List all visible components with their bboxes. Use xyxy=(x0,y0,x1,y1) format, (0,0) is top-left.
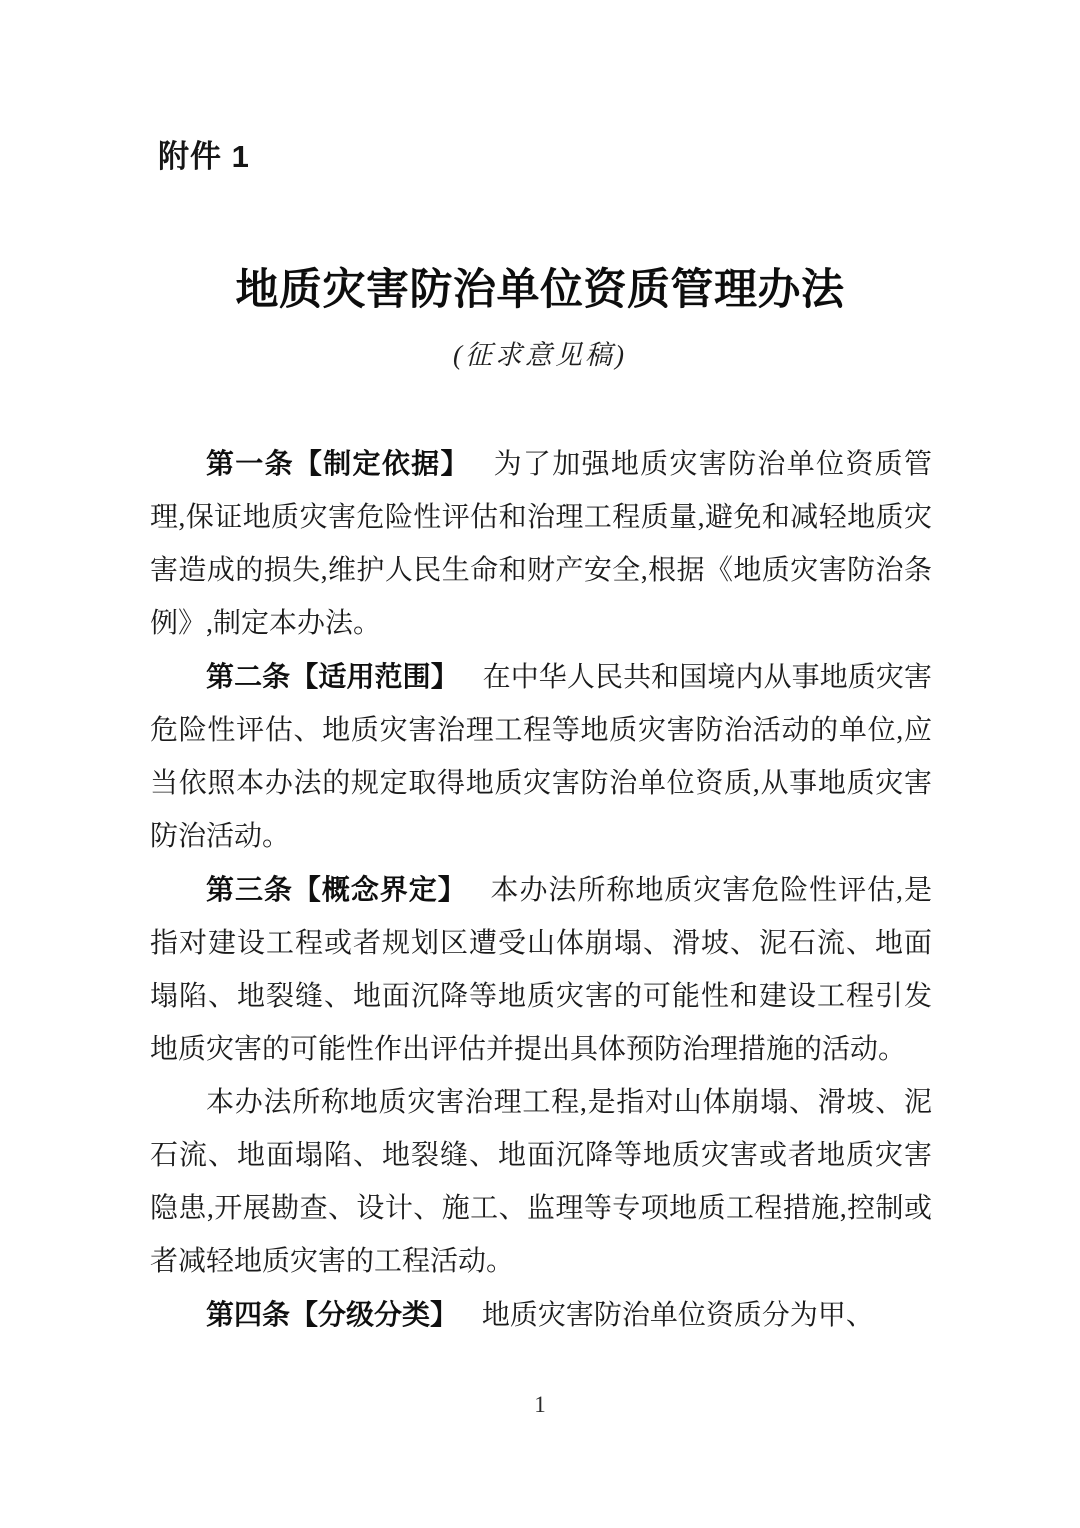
paragraph xyxy=(150,437,932,650)
paragraph-text: 本办法所称地质灾害治理工程,是指对山体崩塌、滑坡、泥石流、地面塌陷、地裂缝、地面沉降等地质灾害或者地质灾害隐患,开展勘查、设计、施工、监理等专项地质工程措施,控制或者减轻地质灾害的工程活动。 xyxy=(150,1087,932,1277)
article-heading: 第四条【分级分类】 xyxy=(206,1299,459,1330)
paragraph xyxy=(150,863,932,1076)
paragraph xyxy=(150,1288,932,1342)
attachment-label: 附件 1 xyxy=(158,139,250,174)
article-heading: 第二条【适用范围】 xyxy=(206,661,459,692)
article-heading: 第一条【制定依据】 xyxy=(206,448,470,479)
paragraph-text: 地质灾害防治单位资质分为甲、 xyxy=(481,1300,874,1331)
document-title: 地质灾害防治单位资质管理办法 xyxy=(235,266,845,314)
paragraph xyxy=(150,1076,932,1288)
article-heading: 第三条【概念界定】 xyxy=(206,874,467,905)
paragraph-text: 本办法所称地质灾害危险性评估,是指对建设工程或者规划区遭受山体崩塌、滑坡、泥石流、地面塌陷、地裂缝、地面沉降等地质灾害的可能性和建设工程引发地质灾害的可能性作出评估并提出具体预防治理措施的活动。 xyxy=(150,875,932,1065)
paragraph-text: 为了加强地质灾害防治单位资质管理,保证地质灾害危险性评估和治理工程质量,避免和减轻地质灾害造成的损失,维护人民生命和财产安全,根据《地质灾害防治条例》,制定本办法。 xyxy=(150,449,932,639)
paragraph xyxy=(150,650,932,863)
document-body xyxy=(150,437,932,1342)
paragraph-text: 在中华人民共和国境内从事地质灾害危险性评估、地质灾害治理工程等地质灾害防治活动的单位,应当依照本办法的规定取得地质灾害防治单位资质,从事地质灾害防治活动。 xyxy=(150,662,932,852)
page-number: 1 xyxy=(534,1392,546,1417)
document-subtitle: (征求意见稿) xyxy=(453,340,627,370)
